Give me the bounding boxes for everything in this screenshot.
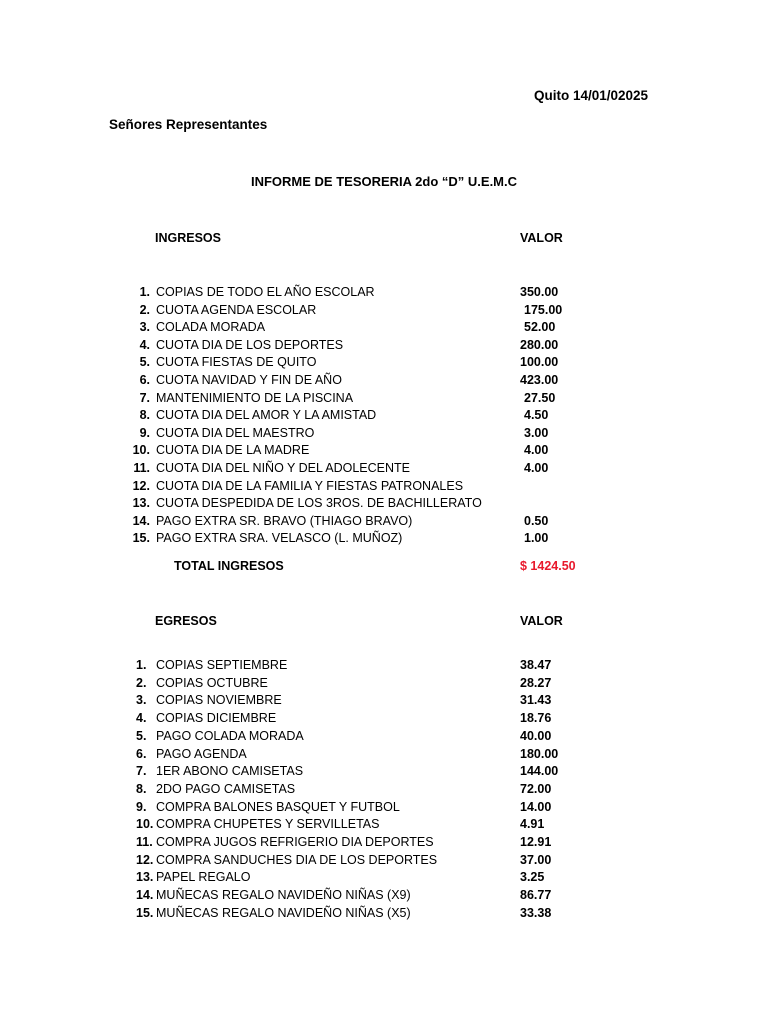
row-value: 1.00 xyxy=(524,531,549,546)
row-number: 3. xyxy=(139,320,150,335)
ingresos-row xyxy=(0,443,768,461)
row-value: 31.43 xyxy=(520,693,552,708)
row-number: 7. xyxy=(136,764,147,779)
row-number: 14. xyxy=(136,888,154,903)
row-label: COMPRA CHUPETES Y SERVILLETAS xyxy=(156,817,380,832)
egresos-row xyxy=(0,888,768,906)
egresos-row xyxy=(0,693,768,711)
ingresos-row xyxy=(0,514,768,532)
row-number: 11. xyxy=(136,835,153,849)
ingresos-row xyxy=(0,320,768,338)
row-value: 350.00 xyxy=(520,285,559,299)
row-number: 13. xyxy=(136,870,154,885)
row-value: 0.50 xyxy=(524,513,549,528)
egresos-row xyxy=(0,782,768,800)
row-label: 1ER ABONO CAMISETAS xyxy=(156,764,304,779)
row-value: 40.00 xyxy=(520,728,552,743)
row-value: 4.00 xyxy=(524,443,549,458)
egresos-row xyxy=(0,906,768,924)
ingresos-row xyxy=(0,338,768,356)
egresos-row xyxy=(0,853,768,871)
row-label: 2DO PAGO CAMISETAS xyxy=(156,781,296,796)
egresos-row xyxy=(0,676,768,694)
row-label: PAGO EXTRA SR. BRAVO (THIAGO BRAVO) xyxy=(156,513,413,528)
ingresos-row xyxy=(0,408,768,426)
row-label: COLADA MORADA xyxy=(156,320,266,335)
row-label: COPIAS DE TODO EL AÑO ESCOLAR xyxy=(156,285,375,299)
row-label: COMPRA SANDUCHES DIA DE LOS DEPORTES xyxy=(156,852,438,867)
row-number: 7. xyxy=(139,390,150,405)
row-label: MUÑECAS REGALO NAVIDEÑO NIÑAS (X5) xyxy=(156,905,411,920)
row-label: CUOTA DIA DEL MAESTRO xyxy=(156,425,315,440)
egresos-row xyxy=(0,747,768,765)
row-label: COPIAS SEPTIEMBRE xyxy=(156,658,288,672)
row-value: 72.00 xyxy=(520,781,552,796)
row-value: 280.00 xyxy=(520,337,559,352)
egresos-value-heading: VALOR xyxy=(520,614,563,628)
ingresos-row xyxy=(0,479,768,497)
row-number: 3. xyxy=(136,693,147,708)
row-number: 5. xyxy=(139,355,150,370)
row-number: 10. xyxy=(136,817,154,832)
ingresos-row xyxy=(0,303,768,321)
row-value: 175.00 xyxy=(524,302,563,317)
row-label: PAGO AGENDA xyxy=(156,746,247,761)
row-value: 180.00 xyxy=(520,746,559,761)
row-label: COMPRA JUGOS REFRIGERIO DIA DEPORTES xyxy=(156,835,434,849)
greeting: Señores Representantes xyxy=(109,117,268,132)
row-label: PAGO EXTRA SRA. VELASCO (L. MUÑOZ) xyxy=(156,531,403,546)
row-value: 28.27 xyxy=(520,675,552,690)
row-number: 10. xyxy=(132,443,150,458)
row-label: CUOTA DIA DEL AMOR Y LA AMISTAD xyxy=(156,408,377,423)
row-number: 14. xyxy=(132,513,150,528)
row-value: 37.00 xyxy=(520,852,552,867)
row-value: 86.77 xyxy=(520,888,552,903)
row-number: 11. xyxy=(133,461,150,475)
row-label: COMPRA BALONES BASQUET Y FUTBOL xyxy=(156,799,400,814)
ingresos-row xyxy=(0,496,768,514)
egresos-row xyxy=(0,817,768,835)
ingresos-row xyxy=(0,391,768,409)
row-number: 4. xyxy=(139,337,150,352)
row-label: CUOTA AGENDA ESCOLAR xyxy=(156,302,317,317)
row-value: 3.25 xyxy=(520,870,545,885)
row-number: 9. xyxy=(136,799,147,814)
row-label: MUÑECAS REGALO NAVIDEÑO NIÑAS (X9) xyxy=(156,888,411,903)
row-value: 100.00 xyxy=(520,355,559,370)
egresos-heading: EGRESOS xyxy=(155,614,217,628)
row-value: 33.38 xyxy=(520,905,552,920)
document-date: Quito 14/01/02025 xyxy=(534,88,649,103)
ingresos-heading: INGRESOS xyxy=(155,231,221,245)
egresos-row xyxy=(0,870,768,888)
row-label: PAGO COLADA MORADA xyxy=(156,728,304,743)
row-value: 14.00 xyxy=(520,799,552,814)
row-label: CUOTA NAVIDAD Y FIN DE AÑO xyxy=(156,373,342,387)
row-value: 4.50 xyxy=(524,408,549,423)
row-value: 27.50 xyxy=(524,390,556,405)
row-label: CUOTA DIA DE LA MADRE xyxy=(156,443,310,458)
total-ingresos-label: TOTAL INGRESOS xyxy=(174,559,284,573)
row-value: 4.91 xyxy=(520,817,545,832)
row-number: 8. xyxy=(139,408,150,423)
row-number: 5. xyxy=(136,728,147,743)
row-value: 52.00 xyxy=(524,320,556,335)
row-label: CUOTA FIESTAS DE QUITO xyxy=(156,355,317,370)
row-label: COPIAS OCTUBRE xyxy=(156,675,268,690)
ingresos-row xyxy=(0,426,768,444)
row-label: PAPEL REGALO xyxy=(156,870,251,885)
egresos-row xyxy=(0,729,768,747)
row-number: 12. xyxy=(136,852,154,867)
row-number: 8. xyxy=(136,781,147,796)
row-number: 4. xyxy=(136,711,147,726)
row-value: 3.00 xyxy=(524,425,549,440)
row-label: MANTENIMIENTO DE LA PISCINA xyxy=(156,390,354,405)
row-value: 144.00 xyxy=(520,764,559,779)
row-number: 1. xyxy=(136,658,147,672)
row-number: 15. xyxy=(136,905,154,920)
total-ingresos-value: $ 1424.50 xyxy=(520,559,576,573)
row-label: CUOTA DIA DE LOS DEPORTES xyxy=(156,337,344,352)
row-number: 2. xyxy=(139,302,150,317)
egresos-row xyxy=(0,711,768,729)
row-number: 13. xyxy=(132,496,150,511)
row-value: 423.00 xyxy=(520,373,559,387)
row-value: 38.47 xyxy=(520,658,552,672)
ingresos-row xyxy=(0,461,768,479)
egresos-row xyxy=(0,835,768,853)
egresos-row xyxy=(0,800,768,818)
ingresos-row xyxy=(0,531,768,549)
row-number: 6. xyxy=(139,373,150,387)
egresos-row xyxy=(0,658,768,676)
row-label: CUOTA DIA DE LA FAMILIA Y FIESTAS PATRONALES xyxy=(156,478,464,493)
row-number: 2. xyxy=(136,675,147,690)
report-title: INFORME DE TESORERIA 2do “D” U.E.M.C xyxy=(250,174,518,189)
row-number: 12. xyxy=(132,478,150,493)
row-value: 18.76 xyxy=(520,711,552,726)
ingresos-row xyxy=(0,285,768,303)
row-value: 12.91 xyxy=(520,835,552,849)
row-label: CUOTA DESPEDIDA DE LOS 3ROS. DE BACHILLERATO xyxy=(156,496,482,511)
ingresos-value-heading: VALOR xyxy=(520,231,563,245)
row-label: COPIAS NOVIEMBRE xyxy=(156,693,282,708)
row-number: 9. xyxy=(139,425,150,440)
row-label: CUOTA DIA DEL NIÑO Y DEL ADOLECENTE xyxy=(156,461,411,475)
row-label: COPIAS DICIEMBRE xyxy=(156,711,277,726)
row-number: 1. xyxy=(139,285,150,299)
row-number: 6. xyxy=(136,746,147,761)
egresos-row xyxy=(0,764,768,782)
ingresos-row xyxy=(0,373,768,391)
ingresos-row xyxy=(0,355,768,373)
row-number: 15. xyxy=(132,531,150,546)
row-value: 4.00 xyxy=(524,461,549,475)
